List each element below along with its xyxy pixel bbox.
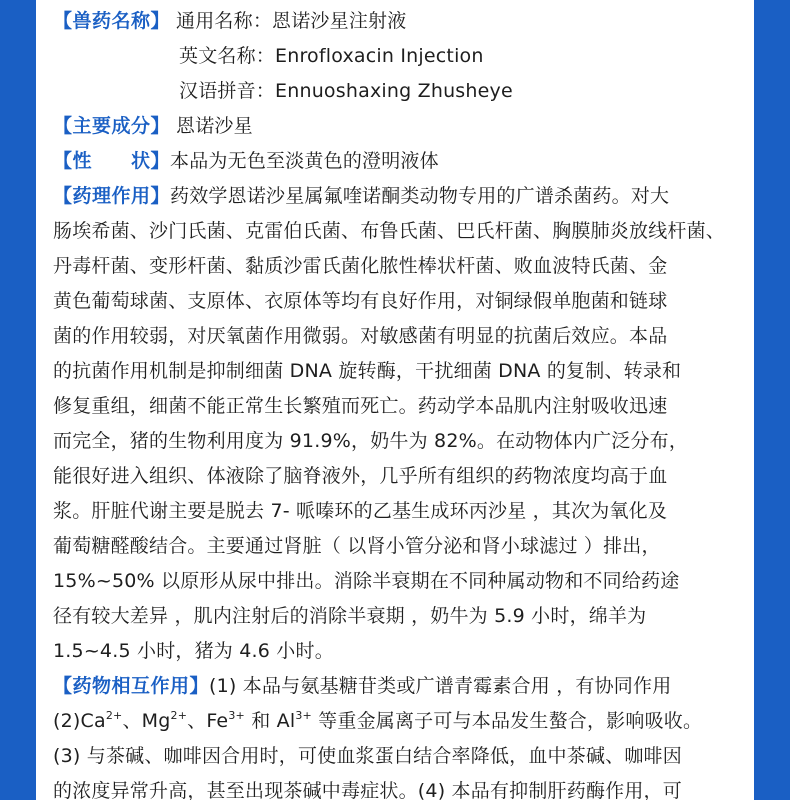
ion-charge: 3+ [295,709,312,722]
pharmacology-line: 菌的作用较弱，对厌氧菌作用微弱。对敏感菌有明显的抗菌后效应。本品 [53,325,668,347]
pharmacology-line: 15%~50% 以原形从尿中排出。消除半衰期在不同种属动物和不同给药途 [53,570,680,592]
english-name-row [53,39,749,74]
ion-separator: 、Fe [187,710,229,732]
ingredient-row [53,109,749,144]
pharmacology-line: 修复重组，细菌不能正常生长繁殖而死亡。药动学本品肌内注射吸收迅速 [53,395,668,417]
appearance-text: 本品为无色至淡黄色的澄明液体 [170,150,439,172]
pharmacology-line: 径有较大差异 ，肌内注射后的消除半衰期 ，奶牛为 5.9 小时，绵羊为 [53,605,647,627]
ion-prefix: (2)Ca [53,710,106,732]
ion-charge: 3+ [228,709,245,722]
ingredient-text: 恩诺沙星 [176,115,253,137]
pharmacology-line: 1.5~4.5 小时，猪为 4.6 小时。 [53,640,334,662]
pharmacology-line: 浆。肝脏代谢主要是脱去 7- 哌嗪环的乙基生成环丙沙星 ，其次为氧化及 [53,500,668,522]
interactions-line-ions [53,704,749,739]
appearance-label: 【性 状】 [53,150,171,172]
ingredient-label: 【主要成分】 [53,115,171,137]
pharmacology-line: 葡萄糖醛酸结合。主要通过肾脏（ 以肾小管分泌和肾小球滤过 ）排出， [53,535,661,557]
pharmacology-line: 能很好进入组织、体液除了脑脊液外，几乎所有组织的药物浓度均高于血 [53,465,668,487]
pharmacology-line: 药效学恩诺沙星属氟喹诺酮类动物专用的广谱杀菌药。对大 [170,185,670,207]
ion-charge: 2+ [105,709,123,722]
interactions-line: (3) 与茶碱、咖啡因合用时，可使血浆蛋白结合率降低，血中茶碱、咖啡因 [53,745,682,767]
interactions-line: (1) 本品与氨基糖苷类或广谱青霉素合用 ，有协同作用 [209,675,672,697]
pharmacology-line: 黄色葡萄球菌、支原体、衣原体等均有良好作用，对铜绿假单胞菌和链球 [53,290,668,312]
interactions-line: 的浓度异常升高，甚至出现茶碱中毒症状。(4) 本品有抑制肝药酶作用，可 [53,780,682,800]
interactions-label: 【药物相互作用】 [53,675,210,697]
product-leaflet-card [36,0,754,800]
ion-rest: 等重金属离子可与本品发生螯合，影响吸收。 [311,710,703,732]
pinyin-name-row [53,74,749,109]
vet-name-label: 【兽药名称】 [53,10,171,32]
pharmacology-row [53,179,749,214]
leaflet-content [53,4,749,800]
interactions-row [53,669,749,704]
pharmacology-line: 而完全，猪的生物利用度为 91.9%，奶牛为 82%。在动物体内广泛分布， [53,430,689,452]
pharmacology-line: 的抗菌作用机制是抑制细菌 DNA 旋转酶，干扰细菌 DNA 的复制、转录和 [53,360,682,382]
ion-separator: 、Mg [122,710,171,732]
pharmacology-line: 肠埃希菌、沙门氏菌、克雷伯氏菌、布鲁氏菌、巴氏杆菌、胸膜肺炎放线杆菌、 [53,220,726,242]
appearance-row [53,144,749,179]
pinyin-name: 汉语拼音：Ennuoshaxing Zhusheye [179,80,513,102]
pharmacology-line: 丹毒杆菌、变形杆菌、黏质沙雷氏菌化脓性棒状杆菌、败血波特氏菌、金 [53,255,668,277]
english-name: 英文名称：Enrofloxacin Injection [179,45,484,67]
pharmacology-label: 【药理作用】 [53,185,171,207]
ion-separator: 和 Al [244,710,296,732]
generic-name: 通用名称：恩诺沙星注射液 [176,10,407,32]
vet-name-row [53,4,749,39]
ion-charge: 2+ [170,709,188,722]
